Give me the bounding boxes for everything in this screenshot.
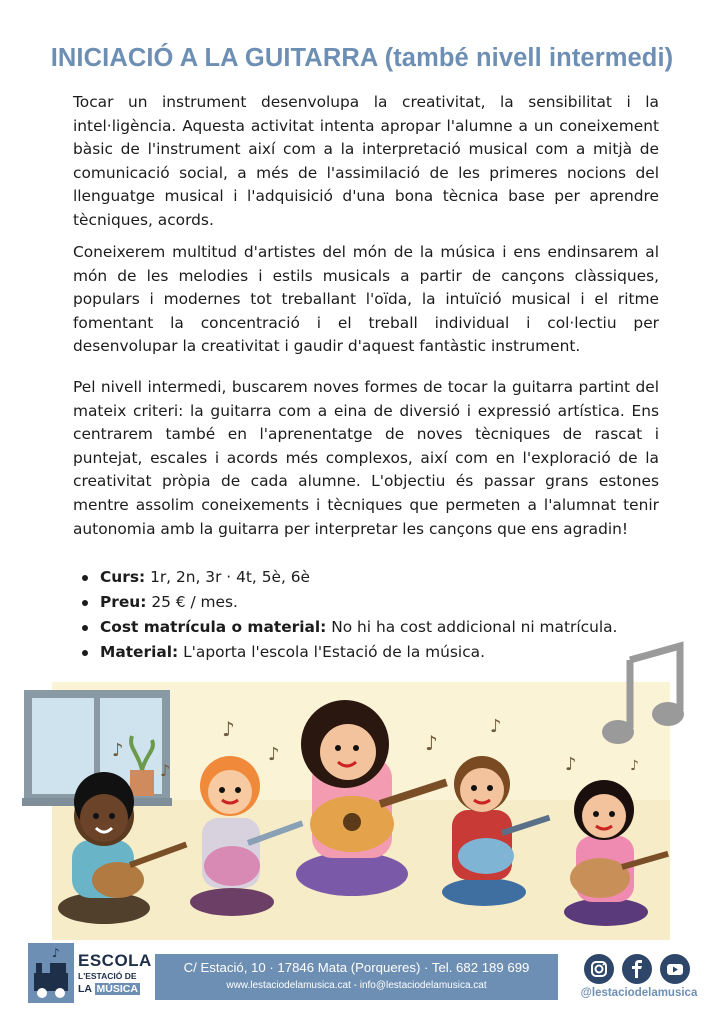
school-logo: ♪ ESCOLA L'ESTACIÓ DE LA MÚSICA (28, 943, 148, 1003)
paragraph-intermediate: Pel nivell intermedi, buscarem noves formes de tocar la guitarra partint del mateix criteri: la guitarra com a eina de diversió i expressió artística. Ens centrarem també en l'aprenentatge de noves tècniques de rascat i puntejat, escales i acords més complexos, així com en l'exploració de la creativitat pròpia de cada alumne. L'objectiu és passar grans estones mentre assolim coneixements i tècniques que permeten a l'alumnat tenir autonomia amb la guitarra per interpretar les cançons que ens agradin! (73, 378, 659, 538)
kids-guitar-illustration (0, 640, 724, 950)
footer-contact-bar (155, 954, 558, 1000)
svg-text:♪: ♪ (222, 717, 235, 741)
instagram-icon[interactable] (584, 954, 614, 984)
svg-text:♪: ♪ (268, 744, 280, 765)
social-handle[interactable]: @lestaciodelamusica (580, 987, 698, 999)
svg-text:♪: ♪ (565, 754, 577, 775)
svg-text:♪: ♪ (52, 946, 60, 960)
detail-course: Curs: 1r, 2n, 3r · 4t, 5è, 6è (80, 565, 680, 590)
detail-price: Preu: 25 € / mes. (80, 590, 680, 615)
svg-text:♪: ♪ (490, 716, 502, 737)
paragraph-intro: Tocar un instrument desenvolupa la creativitat, la sensibilitat i la intel·ligència. Aquesta activitat intenta apropar l'alumne a un coneixement bàsic de l'instrument així com a la interpretació musical com a mitjà de comunicació social, a més de l'assimilació de les primeres nocions del llenguatge musical i l'adquisició d'una bona tècnica base per aprendre tècniques, acords. (73, 93, 659, 229)
youtube-icon[interactable] (660, 954, 690, 984)
page-title: INICIACIÓ A LA GUITARRA (també nivell intermedi) (50, 44, 674, 72)
facebook-icon[interactable] (622, 954, 652, 984)
social-links (580, 950, 700, 1010)
svg-text:♪: ♪ (630, 758, 639, 774)
footer-address: C/ Estació, 10 · 17846 Mata (Porqueres) · Tel. 682 189 699 (183, 960, 530, 975)
paragraph-artists: Coneixerem multitud d'artistes del món de la música i ens endinsarem al món de les melodies i estils musicals a partir de cançons clàssiques, populars i modernes tot treballant l'oïda, la intuïció musical i el ritme fomentant la concentració i el treball individual i col·lectiu per desenvolupar la creativitat i gaudir d'aquest fantàstic instrument. (73, 243, 659, 356)
svg-text:♪: ♪ (160, 761, 171, 780)
svg-text:♪: ♪ (425, 731, 438, 755)
detail-material: Material: L'aporta l'escola l'Estació de la música. (80, 640, 680, 665)
train-logo-icon (28, 943, 74, 1003)
detail-enrollment-cost: Cost matrícula o material: No hi ha cost addicional ni matrícula. (80, 615, 680, 640)
svg-text:♪: ♪ (112, 740, 124, 761)
footer-web-link[interactable]: www.lestaciodelamusica.cat - info@lestaciodelamusica.cat (226, 980, 487, 991)
